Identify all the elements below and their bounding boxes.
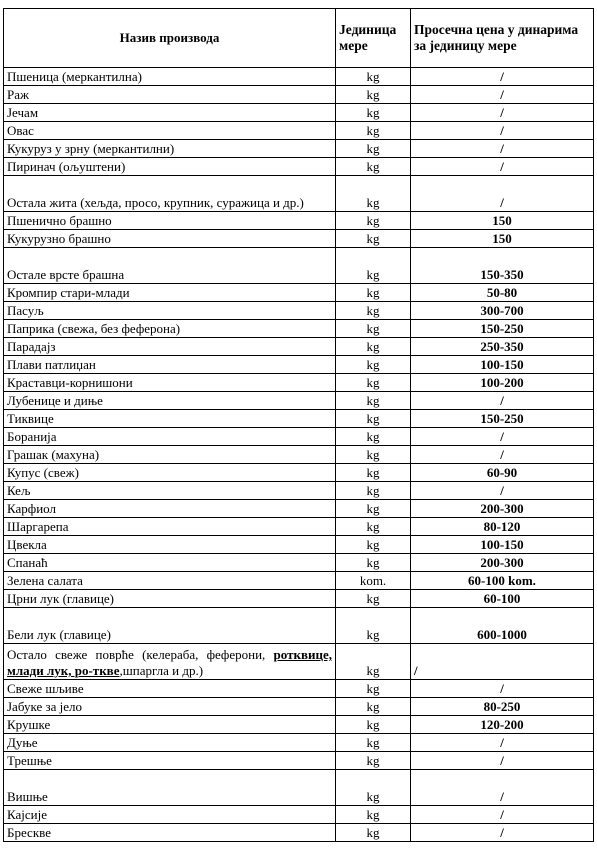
price-cell: 50-80 (411, 284, 594, 302)
product-name-cell: Краставци-корнишони (4, 374, 336, 392)
table-body (4, 68, 594, 842)
table-row (4, 230, 594, 248)
price-cell: / (411, 86, 594, 104)
table-row (4, 104, 594, 122)
price-cell: 60-100 (411, 590, 594, 608)
unit-cell: kg (336, 374, 411, 392)
price-cell: 200-300 (411, 554, 594, 572)
product-name-cell: Остале врсте брашна (4, 248, 336, 284)
price-cell: 150 (411, 230, 594, 248)
product-name-cell: Бели лук (главице) (4, 608, 336, 644)
product-name-cell: Грашак (махуна) (4, 446, 336, 464)
table-row (4, 212, 594, 230)
unit-cell: kg (336, 716, 411, 734)
table-row (4, 752, 594, 770)
table-row (4, 302, 594, 320)
table-row (4, 536, 594, 554)
price-cell: 150-350 (411, 248, 594, 284)
product-name-cell: Боранија (4, 428, 336, 446)
price-cell: / (411, 392, 594, 410)
price-cell: / (411, 680, 594, 698)
table-row (4, 320, 594, 338)
price-cell: 100-150 (411, 536, 594, 554)
unit-cell: kg (336, 518, 411, 536)
product-name-cell: Брескве (4, 824, 336, 842)
table-row (4, 356, 594, 374)
table-row (4, 734, 594, 752)
product-name-cell: Кељ (4, 482, 336, 500)
unit-cell: kg (336, 824, 411, 842)
table-row (4, 446, 594, 464)
table-row (4, 554, 594, 572)
price-cell: 150-250 (411, 410, 594, 428)
product-name-cell: Паприка (свежа, без феферона) (4, 320, 336, 338)
table-row (4, 428, 594, 446)
product-name-cell: Јечам (4, 104, 336, 122)
unit-cell: kg (336, 410, 411, 428)
header-average-price: Просечна цена у динарима за јединицу мере (411, 9, 594, 68)
price-cell: 80-250 (411, 698, 594, 716)
unit-cell: kg (336, 806, 411, 824)
unit-cell: kg (336, 554, 411, 572)
table-row (4, 410, 594, 428)
product-name-cell: Пшеница (меркантилна) (4, 68, 336, 86)
table-row (4, 806, 594, 824)
price-cell: / (411, 770, 594, 806)
unit-cell: kg (336, 392, 411, 410)
unit-cell: kg (336, 158, 411, 176)
product-name-cell: Пиринач (ољуштени) (4, 158, 336, 176)
unit-cell: kg (336, 464, 411, 482)
product-name-cell: Парадајз (4, 338, 336, 356)
price-cell: 60-90 (411, 464, 594, 482)
unit-cell: kg (336, 302, 411, 320)
price-cell: / (411, 104, 594, 122)
price-cell: 300-700 (411, 302, 594, 320)
product-name-part: Остало свеже поврће (келераба, феферони, (7, 647, 274, 662)
unit-cell: kg (336, 590, 411, 608)
table-row (4, 86, 594, 104)
product-name-cell: Лубенице и диње (4, 392, 336, 410)
header-product-name: Назив производа (4, 9, 336, 68)
product-name-cell (4, 644, 336, 680)
unit-cell: kg (336, 446, 411, 464)
product-name-part: ротквице, млади лук, ро-тквe (7, 647, 332, 678)
price-cell: / (411, 428, 594, 446)
product-name-cell: Спанаћ (4, 554, 336, 572)
product-name-cell: Црни лук (главице) (4, 590, 336, 608)
price-cell: / (411, 482, 594, 500)
price-cell: 150-250 (411, 320, 594, 338)
price-cell: / (411, 734, 594, 752)
table-row (4, 284, 594, 302)
product-name-cell: Тиквице (4, 410, 336, 428)
product-name-cell: Пасуљ (4, 302, 336, 320)
table-row (4, 698, 594, 716)
product-name-cell: Кајсије (4, 806, 336, 824)
table-row (4, 608, 594, 644)
unit-cell: kg (336, 68, 411, 86)
table-row (4, 680, 594, 698)
table-header-row (4, 9, 594, 68)
price-cell: 120-200 (411, 716, 594, 734)
price-cell: / (411, 446, 594, 464)
unit-cell: kg (336, 428, 411, 446)
unit-cell: kg (336, 140, 411, 158)
unit-cell: kg (336, 356, 411, 374)
product-name-cell: Јабуке за јело (4, 698, 336, 716)
price-cell: 60-100 kom. (411, 572, 594, 590)
price-cell: / (411, 644, 594, 680)
unit-cell: kg (336, 752, 411, 770)
unit-cell: kg (336, 500, 411, 518)
price-cell: 150 (411, 212, 594, 230)
table-row (4, 500, 594, 518)
price-cell: / (411, 140, 594, 158)
unit-cell: kg (336, 680, 411, 698)
table-row (4, 248, 594, 284)
product-name-cell: Вишње (4, 770, 336, 806)
table-row (4, 644, 594, 680)
table-row (4, 572, 594, 590)
price-cell: 250-350 (411, 338, 594, 356)
price-cell: 80-120 (411, 518, 594, 536)
product-name-cell: Кромпир стари-млади (4, 284, 336, 302)
product-name-cell: Купус (свеж) (4, 464, 336, 482)
price-cell: / (411, 806, 594, 824)
product-name-cell: Цвекла (4, 536, 336, 554)
product-name-cell: Крушке (4, 716, 336, 734)
unit-cell: kg (336, 770, 411, 806)
table-row (4, 338, 594, 356)
price-cell: 200-300 (411, 500, 594, 518)
product-name-cell: Карфиол (4, 500, 336, 518)
table-row (4, 518, 594, 536)
table-row (4, 824, 594, 842)
unit-cell: kg (336, 284, 411, 302)
unit-cell: kg (336, 104, 411, 122)
unit-cell: kg (336, 320, 411, 338)
price-cell: 100-200 (411, 374, 594, 392)
table-row (4, 464, 594, 482)
price-cell: / (411, 68, 594, 86)
price-cell: / (411, 122, 594, 140)
product-name-cell: Свеже шљиве (4, 680, 336, 698)
unit-cell: kg (336, 536, 411, 554)
product-name-cell: Остала жита (хељда, просо, крупник, суражица и др.) (4, 176, 336, 212)
product-name-cell: Плави патлиџан (4, 356, 336, 374)
header-unit: Јединица мере (336, 9, 411, 68)
unit-cell: kg (336, 482, 411, 500)
unit-cell: kg (336, 176, 411, 212)
table-row (4, 392, 594, 410)
product-name-cell: Кукуруз у зрну (меркантилни) (4, 140, 336, 158)
price-cell: / (411, 824, 594, 842)
price-cell: / (411, 752, 594, 770)
table-row (4, 590, 594, 608)
table-row (4, 176, 594, 212)
unit-cell: kg (336, 734, 411, 752)
product-name-cell: Раж (4, 86, 336, 104)
unit-cell: kom. (336, 572, 411, 590)
unit-cell: kg (336, 122, 411, 140)
unit-cell: kg (336, 644, 411, 680)
price-cell: / (411, 176, 594, 212)
product-name-part: ,шпаргла и др.) (119, 663, 204, 678)
table-row (4, 374, 594, 392)
table-row (4, 158, 594, 176)
product-name-cell: Кукурузно брашно (4, 230, 336, 248)
unit-cell: kg (336, 698, 411, 716)
price-cell: 600-1000 (411, 608, 594, 644)
price-cell: / (411, 158, 594, 176)
product-name-cell: Овас (4, 122, 336, 140)
price-cell: 100-150 (411, 356, 594, 374)
product-name-cell: Пшенично брашно (4, 212, 336, 230)
product-name-cell: Дуње (4, 734, 336, 752)
unit-cell: kg (336, 230, 411, 248)
unit-cell: kg (336, 212, 411, 230)
table-row (4, 770, 594, 806)
table-row (4, 140, 594, 158)
price-table (3, 8, 594, 842)
unit-cell: kg (336, 338, 411, 356)
table-row (4, 122, 594, 140)
unit-cell: kg (336, 86, 411, 104)
table-row (4, 68, 594, 86)
table-row (4, 482, 594, 500)
unit-cell: kg (336, 248, 411, 284)
table-row (4, 716, 594, 734)
unit-cell: kg (336, 608, 411, 644)
product-name-cell: Шаргарепа (4, 518, 336, 536)
product-name-cell: Трешње (4, 752, 336, 770)
product-name-cell: Зелена салата (4, 572, 336, 590)
